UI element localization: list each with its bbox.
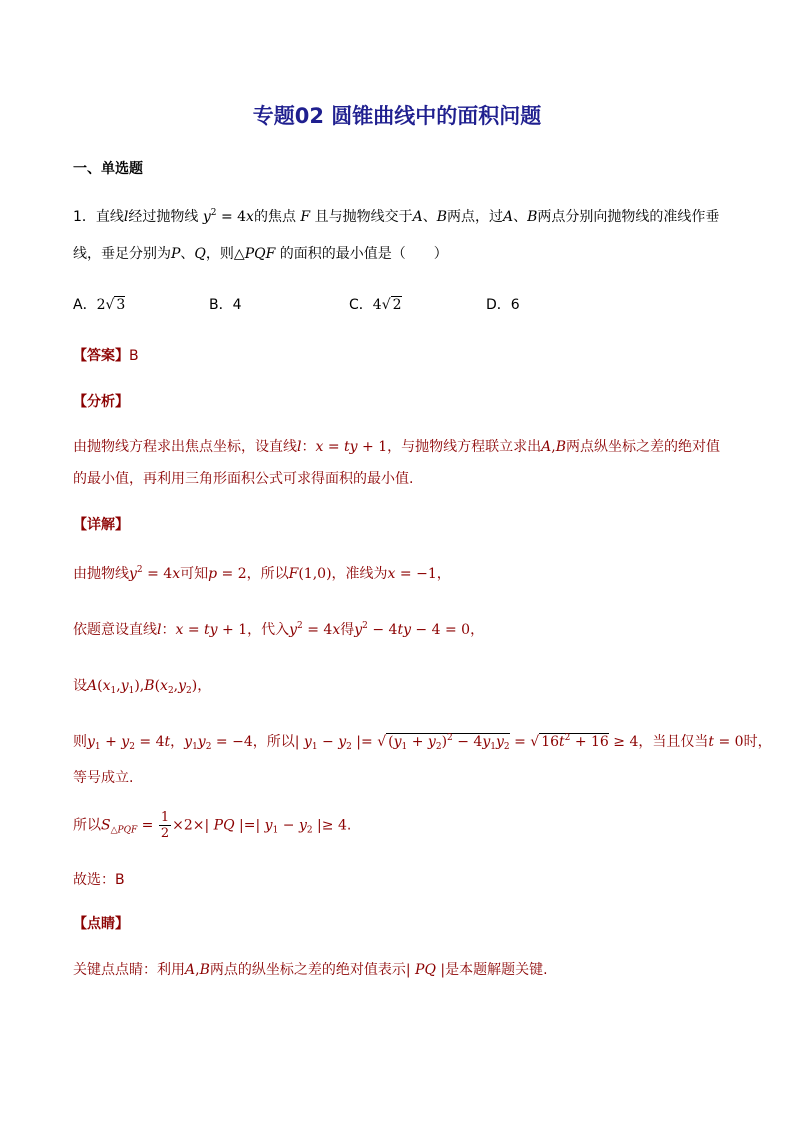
- detail-line-1: 由抛物线$y^2 = 4x$可知p = 2，所以F(1,0)，准线为x = −1，: [73, 565, 451, 582]
- option-c: C．4√ 2: [349, 297, 402, 313]
- analysis-line-2: 的最小值，再利用三角形面积公式可求得面积的最小值.: [73, 471, 414, 487]
- answer-label: 【答案】: [73, 348, 129, 364]
- detail-line-2: 依题意设直线l：x = ty + 1，代入$y^2 = 4x$得$y^2 - 4ty - 4 = 0$，: [73, 621, 485, 638]
- detail-line-3: 设$A(x_1,y_1),B(x_2,y_2)$，: [73, 678, 212, 696]
- comment-line-1: 关键点点睛：利用A,B两点的纵坐标之差的绝对值表示| PQ |是本题解题关键.: [73, 962, 548, 978]
- comment-label: 【点睛】: [73, 916, 129, 932]
- page-title: 专题02 圆锥曲线中的面积问题: [252, 104, 542, 128]
- detail-line-7: 故选：B: [73, 872, 125, 888]
- question-line-1: 1．直线l经过抛物线 $y^2 = 4x$的焦点 F 且与抛物线交于A、B两点，过A、B两点分别向抛物线的准线作垂: [73, 208, 720, 225]
- option-d: D．6: [486, 297, 520, 313]
- analysis-label: 【分析】: [73, 394, 129, 410]
- section-heading: 一、单选题: [73, 161, 143, 177]
- question-number: 1．: [73, 209, 96, 225]
- detail-label: 【详解】: [73, 517, 129, 533]
- question-line-2: 线，垂足分别为P、Q，则△PQF 的面积的最小值是（ ）: [73, 246, 448, 262]
- answer: [73, 345, 139, 365]
- detail-line-6: 所以$S_{\triangle PQF}$ = $\frac{1}{2}$ ×2×| PQ |=| $y_1 - y_2$ |≥ 4.: [73, 810, 352, 841]
- detail-line-5: 等号成立.: [73, 770, 134, 786]
- option-b: B．4: [209, 297, 242, 313]
- option-a: A．2√ 3: [73, 297, 126, 313]
- detail-line-4: 则$y_1 + y_2 = 4t$，$y_1y_2 = -4$，所以| $y_1 - y_2$ |= √ $(y_1 + y_2)^2 - 4y_1y_2$ = √ $16t^2 + 16 \ge 4$，当且仅当t = 0时，: [73, 733, 772, 752]
- analysis-line-1: 由抛物线方程求出焦点坐标，设直线l：x = ty + 1，与抛物线方程联立求出A,B两点纵坐标之差的绝对值: [73, 439, 720, 455]
- answer-value: B: [129, 348, 139, 364]
